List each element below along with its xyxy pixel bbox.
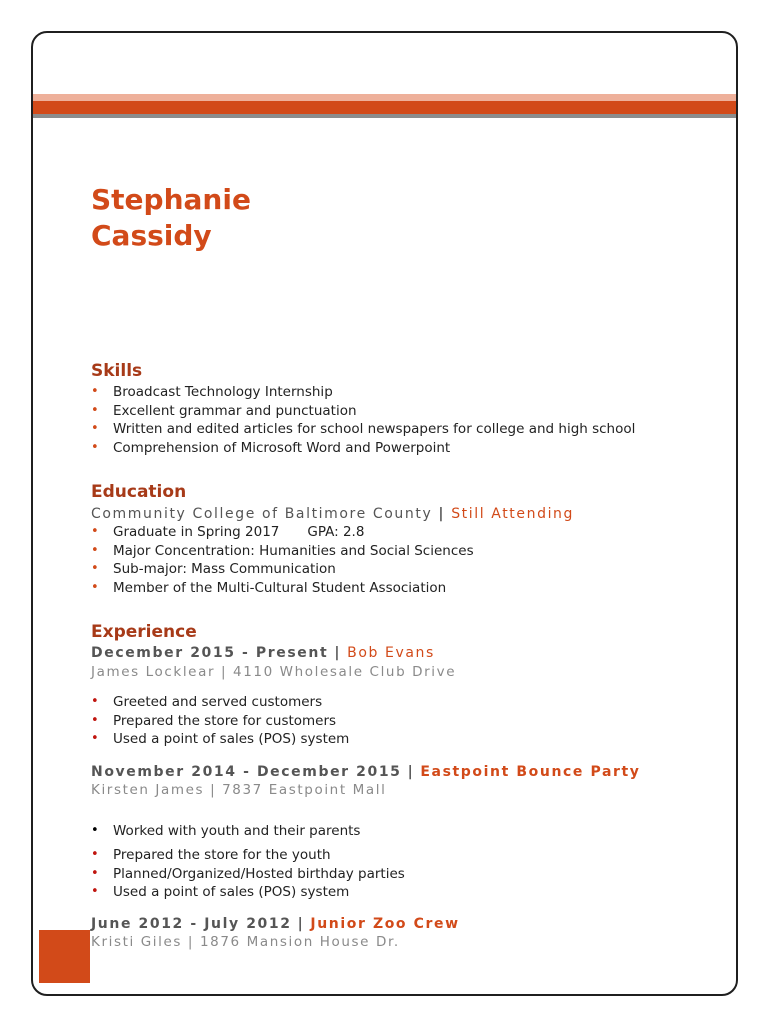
job-dates: December 2015 - Present <box>91 645 329 661</box>
separator: | <box>438 506 446 522</box>
bullet-icon: • <box>91 561 99 576</box>
education-heading: Education <box>91 482 187 502</box>
job-dates: November 2014 - December 2015 <box>91 764 402 780</box>
bullet-icon: • <box>91 823 99 838</box>
job-duties-list <box>91 846 405 902</box>
job-title-line <box>91 763 641 781</box>
header-band-light <box>33 94 736 101</box>
list-item: • Excellent grammar and punctuation <box>91 402 357 419</box>
bullet-icon: • <box>91 712 99 728</box>
resume-page <box>31 31 738 996</box>
last-name: Cassidy <box>91 219 212 252</box>
job-employer: Bob Evans <box>347 645 435 661</box>
bullet-icon: • <box>91 384 99 399</box>
job-employer: Eastpoint Bounce Party <box>420 764 641 780</box>
skills-heading: Skills <box>91 361 143 381</box>
education-list <box>91 523 474 597</box>
list-item: • Major Concentration: Humanities and Social Sciences <box>91 542 474 559</box>
skills-list <box>91 383 635 457</box>
bullet-icon: • <box>91 542 99 558</box>
bullet-icon: • <box>91 865 99 881</box>
list-item: • Planned/Organized/Hosted birthday parties <box>91 865 405 882</box>
job-employer: Junior Zoo Crew <box>310 916 460 932</box>
list-item: • Worked with youth and their parents <box>91 823 361 839</box>
list-item: • Graduate in Spring 2017 GPA: 2.8 <box>91 524 365 540</box>
job-duties-list <box>91 822 360 841</box>
list-item: • Sub-major: Mass Communication <box>91 561 336 577</box>
decorative-corner-block <box>39 930 90 983</box>
job-title-line <box>91 644 435 662</box>
list-item: • Prepared the store for the youth <box>91 847 331 863</box>
job-title-line <box>91 915 460 933</box>
job-duties-list <box>91 693 349 749</box>
list-item: • Used a point of sales (POS) system <box>91 731 350 747</box>
school-name: Community College of Baltimore County <box>91 506 433 522</box>
gpa: GPA: 2.8 <box>307 524 365 540</box>
bullet-icon: • <box>91 847 99 862</box>
bullet-icon: • <box>91 421 99 436</box>
list-item: • Written and edited articles for school newspapers for college and high school <box>91 421 636 437</box>
list-item: • Used a point of sales (POS) system <box>91 884 350 900</box>
candidate-name <box>91 182 251 254</box>
job-dates: June 2012 - July 2012 <box>91 916 292 932</box>
list-item: • Prepared the store for customers <box>91 712 337 729</box>
header-band-gray <box>33 114 736 118</box>
list-item: • Comprehension of Microsoft Word and Powerpoint <box>91 439 451 456</box>
education-school-line <box>91 505 574 523</box>
separator: | <box>334 645 342 661</box>
separator: | <box>407 764 415 780</box>
first-name: Stephanie <box>91 183 251 216</box>
bullet-icon: • <box>91 694 99 709</box>
bullet-icon: • <box>91 402 99 418</box>
separator: | <box>297 916 305 932</box>
job-contact: James Locklear | 4110 Wholesale Club Drive <box>91 664 457 680</box>
header-band-accent <box>33 101 736 114</box>
education-status: Still Attending <box>451 506 575 522</box>
job-contact: Kirsten James | 7837 Eastpoint Mall <box>91 782 387 798</box>
list-item: • Greeted and served customers <box>91 694 323 710</box>
bullet-icon: • <box>91 884 99 899</box>
experience-heading: Experience <box>91 622 197 642</box>
bullet-icon: • <box>91 731 99 746</box>
list-item: • Member of the Multi-Cultural Student Association <box>91 579 447 596</box>
bullet-icon: • <box>91 439 99 455</box>
job-contact: Kristi Giles | 1876 Mansion House Dr. <box>91 934 400 950</box>
bullet-icon: • <box>91 579 99 595</box>
list-item: • Broadcast Technology Internship <box>91 384 333 400</box>
bullet-icon: • <box>91 524 99 539</box>
